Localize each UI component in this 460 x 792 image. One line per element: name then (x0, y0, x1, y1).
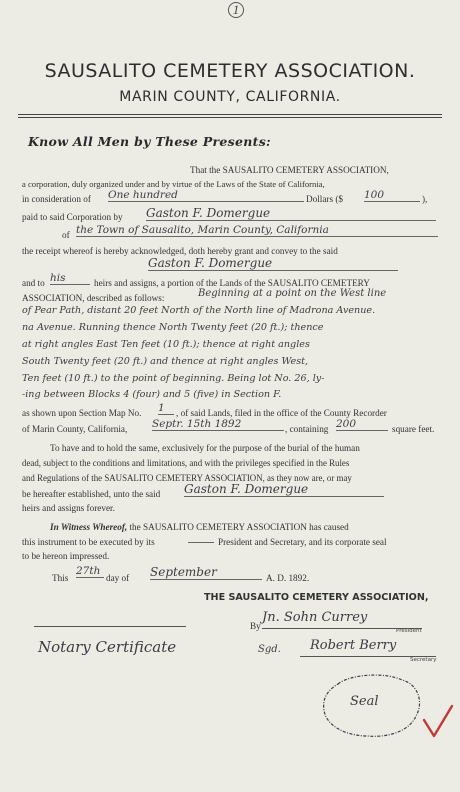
habendum-line-1: To have and to hold the same, exclusively for the purpose of the burial of the human (50, 443, 360, 453)
receipt-line: the receipt whereof is hereby acknowledged, doth hereby grant and convey to the said (22, 246, 338, 256)
date-this-label: This (52, 573, 69, 583)
consideration-label: in consideration of (22, 194, 91, 204)
association-title: SAUSALITO CEMETERY ASSOCIATION. (44, 60, 416, 82)
date-year: A. D. 1892. (266, 573, 310, 583)
grantee-name: Gaston F. Domergue (146, 206, 436, 221)
county-subtitle: MARIN COUNTY, CALIFORNIA. (119, 89, 341, 105)
legal-description-6: Ten feet (10 ft.) to the point of beginning. Being lot No. 26, ly- (22, 373, 325, 384)
president-signature: Jn. Sohn Currey (262, 610, 368, 625)
habendum-line-2: dead, subject to the conditions and limitations, and with the privileges specified in the Rules (22, 458, 350, 468)
sqft-label: square feet. (392, 424, 435, 434)
containing-label: , containing (285, 424, 329, 434)
heirs-line: heirs and assigns, a portion of the Lands of the SAUSALITO CEMETERY (94, 278, 370, 288)
association-signature-title: THE SAUSALITO CEMETERY ASSOCIATION, (204, 592, 429, 603)
consideration-amount: One hundred (108, 189, 304, 202)
and-to-label: and to (22, 278, 45, 288)
paid-label: paid to said Corporation by (22, 212, 123, 222)
seal-label: Seal (350, 694, 379, 709)
date-month: September (150, 565, 262, 580)
intro-line-2: a corporation, duly organized under and by virtue of the Laws of the State of California, (22, 179, 325, 189)
map-rest: , of said Lands, filed in the office of the County Recorder (176, 408, 387, 418)
witness-line-3: to be hereon impressed. (22, 551, 110, 561)
grantee-name-3: Gaston F. Domergue (184, 482, 384, 497)
witness-line-1: the SAUSALITO CEMETERY ASSOCIATION has caused (129, 522, 349, 532)
dollars-amount: 100 (364, 189, 420, 202)
legal-description-3: na Avenue. Running thence North Twenty feet (20 ft.); thence (22, 322, 324, 333)
map-number: 1 (158, 402, 174, 415)
notary-certificate: Notary Certificate (38, 638, 177, 656)
his-word: his (50, 272, 90, 285)
secretary-signature: Robert Berry (310, 638, 397, 653)
by-label: By (250, 621, 261, 631)
legal-description-7: -ing between Blocks 4 (four) and 5 (five) in Section F. (22, 389, 282, 400)
witness-line-2a: this instrument to be executed by its (22, 537, 155, 547)
secretary-label: Secretary (410, 657, 437, 663)
header-rule (18, 114, 442, 115)
notary-line (34, 626, 186, 627)
president-label: President (396, 628, 422, 634)
date-day: 27th (76, 565, 104, 578)
legal-description-2: of Pear Path, distant 20 feet North of the North line of Madrona Avenue. (22, 305, 376, 316)
witness-blank (188, 532, 214, 543)
description-label: ASSOCIATION, described as follows: (22, 293, 165, 303)
red-check-mark-icon (420, 702, 456, 742)
opening-heading: Know All Men by These Presents: (28, 134, 271, 149)
date-day-of: day of (106, 573, 130, 583)
witness-heading: In Witness Whereof, (50, 522, 128, 532)
habendum-line-4: be hereafter established, unto the said (22, 489, 161, 499)
of-label: of (62, 230, 70, 240)
habendum-line-3: and Regulations of the SAUSALITO CEMETERY ASSOCIATION, as they now are, or may (22, 473, 352, 483)
dollars-label: Dollars ($ (306, 194, 343, 204)
grantee-name-2: Gaston F. Domergue (148, 256, 398, 271)
witness-line-2b: President and Secretary, and its corporate seal (218, 537, 387, 547)
legal-description-1: Beginning at a point on the West line (198, 288, 387, 299)
grantee-residence: the Town of Sausalito, Marin County, California (76, 224, 438, 237)
dollars-close: ), (422, 194, 428, 204)
intro-line-1: That the SAUSALITO CEMETERY ASSOCIATION, (190, 165, 389, 175)
page-number: 1 (228, 2, 244, 18)
filing-date: Septr. 15th 1892 (152, 418, 284, 431)
map-label: as shown upon Section Map No. (22, 408, 142, 418)
attest-label: Sgd. (258, 644, 281, 655)
area-value: 200 (336, 418, 388, 431)
legal-description-5: South Twenty feet (20 ft.) and thence at right angles West, (22, 356, 309, 367)
county-label: of Marin County, California, (22, 424, 128, 434)
habendum-line-5: heirs and assigns forever. (22, 503, 115, 513)
legal-description-4: at right angles East Ten feet (10 ft.); thence at right angles (22, 339, 310, 350)
header-rule-thin (18, 117, 442, 118)
